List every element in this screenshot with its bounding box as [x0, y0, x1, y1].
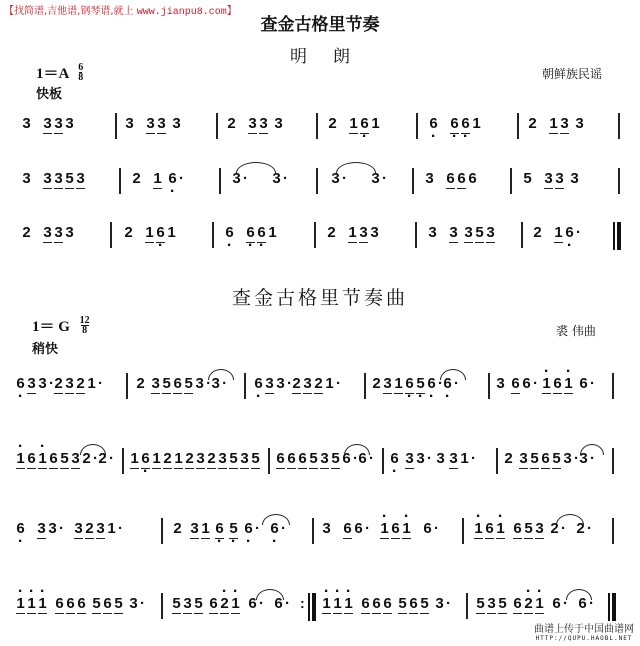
measure: 2 1 3 3 — [327, 224, 379, 241]
piece2-title: 查金古格里节奏曲 — [231, 287, 408, 309]
barline — [364, 373, 366, 399]
barline — [161, 593, 163, 619]
measure: 2 1 6 · · — [533, 224, 581, 254]
barline — [316, 168, 318, 194]
final-barline — [613, 222, 621, 250]
barline — [521, 222, 523, 248]
piece1-row-3 — [0, 222, 640, 252]
measure: 3 3 3 5 3 — [22, 170, 85, 187]
piece1-row-2 — [0, 168, 640, 198]
piece1-subtitle: 明朗 — [290, 47, 376, 66]
time-signature — [78, 63, 83, 82]
key-label: 1＝ G — [32, 319, 70, 335]
measure: 3 6 6 · · 1 6 · 1 6 · — [322, 520, 439, 537]
barline — [612, 518, 614, 544]
piece1-title: 查金古格里节奏 — [260, 15, 380, 34]
measure: 6 · 3 3 ·2 3 2 1 · — [16, 375, 103, 405]
barline — [122, 448, 124, 474]
time-denominator: 8 — [82, 325, 88, 337]
measure: 3 6 6 6 — [425, 170, 477, 187]
measure: · 1 · 1 · 1 6 6 6 5 6 5 3 · — [16, 595, 145, 612]
piece2-row-3 — [0, 518, 640, 548]
watermark-suffix: 】 — [226, 6, 237, 17]
watermark-url-link[interactable]: www.jianpu8.com — [136, 7, 227, 18]
repeat-end-barline — [306, 593, 318, 621]
barline — [412, 168, 414, 194]
barline — [110, 222, 112, 248]
measure: 2 1 3 3 — [528, 115, 584, 132]
barline — [612, 448, 614, 474]
time-denominator: 8 — [78, 72, 84, 84]
measure: · 1 · 1 · 1 6 6 6 5 6 5 3 · — [322, 595, 451, 612]
time-numerator: 12 — [79, 315, 90, 327]
measure: · 1 6 · 1 6 5 3 2 ·2 · — [16, 450, 114, 467]
piece2-composer: 裘 伟曲 — [556, 324, 596, 338]
barline — [126, 373, 128, 399]
barline — [496, 448, 498, 474]
barline — [212, 222, 214, 248]
piece1-composer: 朝鲜族民谣 — [542, 67, 603, 81]
barline — [244, 373, 246, 399]
barline — [115, 113, 117, 139]
barline — [312, 518, 314, 544]
measure: 3 3 3 3 — [22, 115, 74, 132]
bottom-watermark — [534, 620, 634, 642]
measure: 2 1 6 · · — [132, 170, 184, 200]
key-label: 1＝A — [36, 66, 69, 82]
measure: 6 · 6 · 6 · 1 — [429, 115, 481, 145]
barline — [510, 168, 512, 194]
piece2-tempo: 稍快 — [32, 342, 59, 357]
barline — [462, 518, 464, 544]
piece1-key-signature — [36, 62, 83, 84]
measure: 3 · 3 · — [232, 170, 288, 187]
barline — [219, 168, 221, 194]
measure: 6 · 6 · 6 · 1 — [225, 224, 277, 254]
barline — [416, 113, 418, 139]
piece2-key-signature — [32, 315, 90, 337]
barline — [466, 593, 468, 619]
measure: 6 · 3 3 · 3 3 1 · — [390, 450, 476, 480]
measure: 2 1 6 · 1 — [328, 115, 380, 145]
measure: 1 6 · 1 2 1 2 3 2 3 5 3 5 — [130, 450, 260, 480]
time-signature — [80, 316, 90, 335]
measure: 3 6 6 · · 1 6 · 1 6 · — [496, 375, 595, 392]
final-barline — [608, 593, 616, 621]
piece2-row-4 — [0, 593, 640, 623]
measure: 6 6 6 5 3 5 6 ·6 · — [276, 450, 374, 467]
measure: 2 1 6 · 1 — [124, 224, 176, 254]
measure: 2 3 5 6 5 3 ·3 · — [136, 375, 228, 392]
barline — [268, 448, 270, 474]
watermark-prefix: 【找简谱,吉他谱,钢琴谱,就上 — [4, 6, 137, 17]
measure: 5 3 3 3 — [523, 170, 579, 187]
measure: 6 · 3 3 · 3 2 3 1 · — [16, 520, 123, 550]
barline — [316, 113, 318, 139]
measure: · 1 6 · 1 6 5 3 2 · 2 · — [474, 520, 592, 537]
measure: 2 3 3 3 — [22, 224, 74, 241]
barline — [618, 113, 620, 139]
measure: 3 3 3 5 3 — [428, 224, 495, 241]
piece2-row-2 — [0, 448, 640, 478]
barline — [314, 222, 316, 248]
time-numerator: 6 — [78, 62, 84, 74]
measure: 2 3 1 6 · 5 · 6 · · 6 · · — [173, 520, 286, 550]
measure: 3 3 3 3 — [125, 115, 181, 132]
barline — [517, 113, 519, 139]
watermark-cn: 曲谱上传于中国曲谱网 — [534, 624, 634, 635]
piece2-row-1 — [0, 373, 640, 403]
measure: 6 · 3 3 ·2 3 2 1 · — [254, 375, 341, 405]
measure: 3 · 3 · — [331, 170, 387, 187]
measure: 2 3 5 6 5 3 ·3 · — [504, 450, 595, 467]
measure: 5 3 5 6 · 2 · 1 6 · 6 · — [172, 595, 290, 612]
piece1-tempo: 快板 — [36, 87, 63, 102]
barline — [216, 113, 218, 139]
watermark-url[interactable]: HTTP://QUPU.HAOBL.NET — [535, 635, 633, 642]
barline — [119, 168, 121, 194]
barline — [415, 222, 417, 248]
measure: 2 3 3 3 — [227, 115, 283, 132]
barline — [612, 373, 614, 399]
barline — [382, 448, 384, 474]
barline — [618, 168, 620, 194]
barline — [488, 373, 490, 399]
barline — [161, 518, 163, 544]
piece1-row-1 — [0, 113, 640, 143]
measure: 5 3 5 6 · 2 · 1 6 · 6 · — [476, 595, 594, 612]
measure: 2 3 1 6 · 5 · 6 · ·6 · · — [372, 375, 459, 405]
